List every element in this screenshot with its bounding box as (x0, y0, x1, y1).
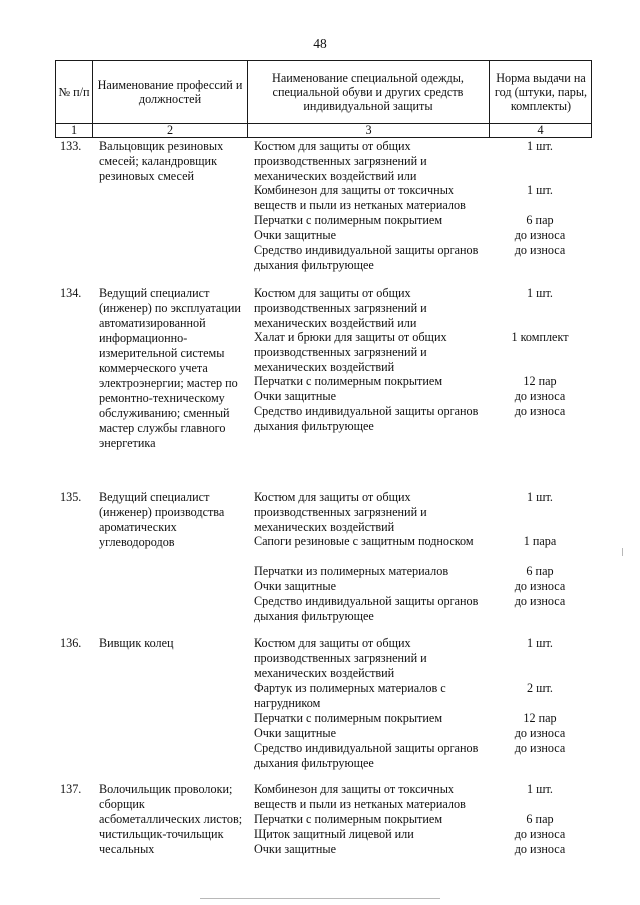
header-col-equipment: Наименование специальной одежды, специальной обуви и других средств индивидуальной защиты (272, 70, 464, 113)
equipment-item: Средство индивидуальной защиты органов дыхания фильтрующее (254, 404, 479, 433)
header-col-norm: Норма выдачи на год (штуки, пары, комплекты) (494, 70, 588, 113)
equipment-item: Очки защитные (254, 726, 336, 740)
issue-norm: до износа (514, 827, 566, 841)
scan-artifact (622, 548, 623, 556)
equipment-item: Щиток защитный лицевой или (254, 827, 414, 841)
column-number: 2 (166, 123, 174, 137)
profession-name: Вивщик колец (99, 636, 174, 650)
profession-name: Вальцовщик резиновых смесей; каландровщик резиновых смесей (99, 139, 224, 183)
row-number: 134. (60, 286, 82, 300)
issue-norm: 6 пар (526, 213, 554, 227)
equipment-item: Средство индивидуальной защиты органов дыхания фильтрующее (254, 243, 479, 272)
column-number: 3 (365, 123, 372, 137)
column-number: 4 (537, 123, 544, 137)
page-number: 48 (313, 36, 327, 51)
issue-norm: до износа (514, 741, 566, 755)
equipment-item: Перчатки с полимерным покрытием (254, 812, 443, 826)
equipment-item: Костюм для защиты от общих производственных загрязнений и механических воздействий или (254, 286, 427, 330)
issue-norm: 1 шт. (527, 490, 553, 504)
header-col-number: № п/п (58, 84, 90, 99)
header-col-profession: Наименование профессий и должностей (97, 77, 243, 106)
issue-norm: 6 пар (526, 812, 554, 826)
equipment-item: Очки защитные (254, 228, 336, 242)
equipment-item: Перчатки с полимерным покрытием (254, 213, 443, 227)
issue-norm: 6 пар (526, 564, 554, 578)
equipment-item: Фартук из полимерных материалов с нагрудником (254, 681, 446, 710)
equipment-item: Комбинезон для защиты от токсичных веществ и пыли из нетканых материалов (254, 183, 466, 212)
equipment-item: Костюм для защиты от общих производственных загрязнений и механических воздействий или (254, 139, 427, 183)
row-number: 137. (60, 782, 82, 796)
issue-norm: 1 шт. (527, 183, 553, 197)
issue-norm: до износа (514, 389, 566, 403)
row-number: 133. (60, 139, 82, 153)
issue-norm: 1 пара (523, 534, 557, 548)
row-number: 136. (60, 636, 82, 650)
issue-norm: 1 шт. (527, 782, 553, 796)
equipment-item: Перчатки из полимерных материалов (254, 564, 449, 578)
issue-norm: до износа (514, 404, 566, 418)
equipment-item: Очки защитные (254, 579, 336, 593)
profession-name: Ведущий специалист (инженер) производства ароматических углеводородов (99, 490, 225, 549)
profession-name: Ведущий специалист (инженер) по эксплуатации автоматизированной информационно-измерительной системы коммерческого учета электроэнергии; мастер по ремонтно-техническому обслуживанию; сменный мастер службы главного энергетика (99, 286, 241, 450)
issue-norm: до износа (514, 243, 566, 257)
header-col-border (591, 60, 592, 138)
table-header (55, 60, 592, 138)
profession-name: Волочильщик проволоки; сборщик асбометаллических листов; чистильщик-точильщик чесальных (99, 782, 243, 856)
issue-norm: 12 пар (523, 374, 557, 388)
equipment-item: Перчатки с полимерным покрытием (254, 711, 443, 725)
equipment-item: Сапоги резиновые с защитным подноском (254, 534, 474, 548)
row-number: 135. (60, 490, 82, 504)
issue-norm: до износа (514, 842, 566, 856)
issue-norm: до износа (514, 726, 566, 740)
equipment-item: Средство индивидуальной защиты органов дыхания фильтрующее (254, 741, 479, 770)
issue-norm: до износа (514, 228, 566, 242)
issue-norm: 12 пар (523, 711, 557, 725)
equipment-item: Халат и брюки для защиты от общих производственных загрязнений и механических воздействий (254, 330, 447, 374)
equipment-item: Комбинезон для защиты от токсичных веществ и пыли из нетканых материалов (254, 782, 466, 811)
equipment-item: Средство индивидуальной защиты органов дыхания фильтрующее (254, 594, 479, 623)
scan-artifact (200, 898, 440, 899)
issue-norm: 2 шт. (527, 681, 553, 695)
issue-norm: до износа (514, 594, 566, 608)
equipment-item: Очки защитные (254, 842, 336, 856)
equipment-item: Очки защитные (254, 389, 336, 403)
issue-norm: 1 шт. (527, 636, 553, 650)
equipment-item: Перчатки с полимерным покрытием (254, 374, 443, 388)
issue-norm: 1 комплект (511, 330, 569, 344)
equipment-item: Костюм для защиты от общих производственных загрязнений и механических воздействий (254, 636, 427, 680)
issue-norm: 1 шт. (527, 139, 553, 153)
column-number: 1 (70, 123, 78, 137)
issue-norm: 1 шт. (527, 286, 553, 300)
header-bottom-border (55, 137, 592, 138)
equipment-item: Костюм для защиты от общих производственных загрязнений и механических воздействий (254, 490, 427, 534)
issue-norm: до износа (514, 579, 566, 593)
